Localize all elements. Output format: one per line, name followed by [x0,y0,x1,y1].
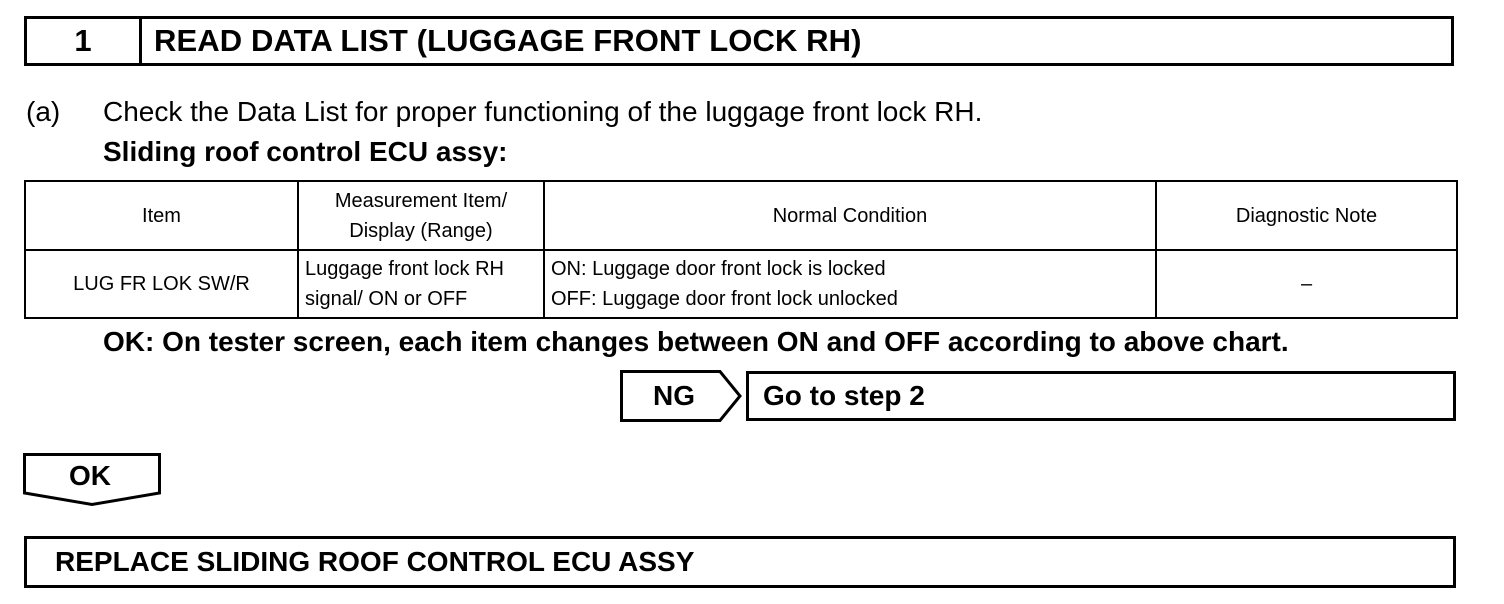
instruction-text: Check the Data List for proper functioning of the luggage front lock RH. [103,96,983,127]
instruction-label: (a) [26,96,61,127]
table-row [25,250,1457,318]
cell-normal-line2: OFF: Luggage door front lock unlocked [551,288,898,310]
step-header [24,16,1454,66]
cell-measurement-line1: Luggage front lock RH [305,258,505,280]
header-measurement-line2: Display (Range) [349,219,493,242]
step-title: READ DATA LIST (LUGGAGE FRONT LOCK RH) [154,23,862,58]
step-number: 1 [27,19,142,63]
header-diagnostic-note: Diagnostic Note [1156,181,1457,250]
cell-normal-condition [544,250,1156,318]
ok-criteria: OK: On tester screen, each item changes between ON and OFF according to above chart. [103,326,1289,357]
final-action: REPLACE SLIDING ROOF CONTROL ECU ASSY [24,536,1456,588]
cell-normal-line1: ON: Luggage door front lock is locked [551,258,886,280]
table-header-row [25,181,1457,250]
cell-measurement [298,250,544,318]
cell-diagnostic-note: – [1156,250,1457,318]
header-measurement [298,181,544,250]
ecu-heading: Sliding roof control ECU assy: [103,136,508,167]
header-measurement-line1: Measurement Item/ [334,189,508,212]
header-item: Item [25,181,298,250]
cell-item: LUG FR LOK SW/R [25,250,298,318]
data-list-table [24,180,1458,319]
ok-label: OK [69,460,111,491]
ng-label: NG [653,380,695,411]
ng-target-step: Go to step 2 [746,371,1456,421]
header-normal-condition: Normal Condition [544,181,1156,250]
cell-measurement-line2: signal/ ON or OFF [305,288,468,310]
